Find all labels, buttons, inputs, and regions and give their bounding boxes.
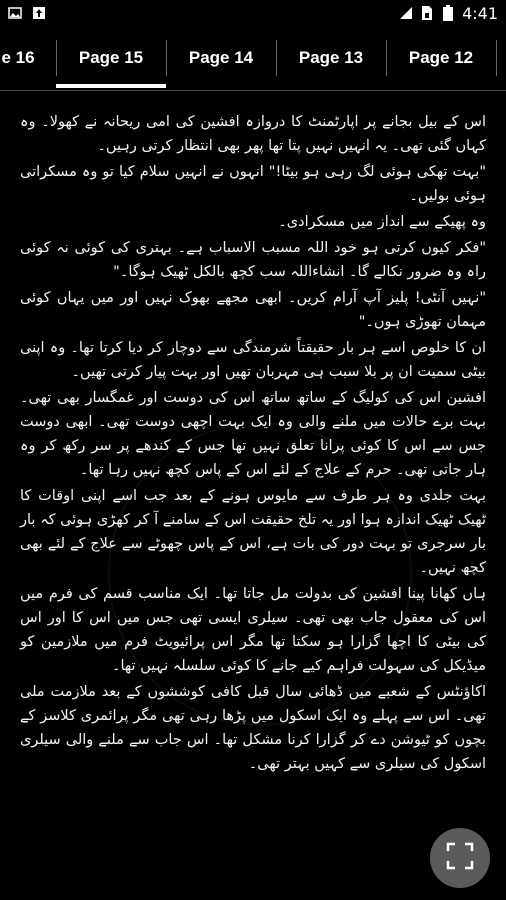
tab-page-15[interactable]: Page 15 — [78, 48, 144, 67]
battery-icon — [441, 6, 455, 20]
page-content[interactable] — [0, 92, 506, 900]
paragraph: "فکر کیوں کرتی ہو خود اللہ مسبب الاسباب ہے۔ بہتری کی کوئی نہ کوئی راہ وہ ضرور نکالے گا۔ انشاءاللہ سب کچھ بالکل ٹھیک ہوگا۔" — [20, 240, 486, 280]
paragraph: وہ پھیکے سے انداز میں مسکرادی۔ — [278, 214, 486, 230]
paragraph: "بہت تھکی ہوئی لگ رہی ہو بیٹا!" انہوں نے انہیں سلام کیا تو وہ مسکراتی ہوئی بولیں۔ — [20, 164, 486, 204]
paragraph: بہت جلدی وہ ہر طرف سے مایوس ہونے کے بعد جب اسے اپنی اوقات کا ٹھیک ٹھیک اندازہ ہوا اور یہ تلخ حقیقت اس کے سامنے آ کر کھڑی ہوئی کہ بار بار سرجری تو بہت دور کی بات ہے، اس کے پاس چھوٹے سے علاج کے لئے بھی کچھ نہیں۔ — [20, 488, 486, 576]
fullscreen-icon — [446, 842, 474, 874]
page-tabs — [0, 26, 506, 91]
active-tab-indicator — [56, 84, 166, 88]
tab-page-14[interactable]: Page 14 — [188, 48, 254, 67]
status-bar — [0, 0, 506, 26]
tab-page-16[interactable]: e 16 — [1, 48, 35, 67]
paragraph: اس کے بیل بجانے پر اپارٹمنٹ کا دروازہ افشین کی امی ریحانہ نے کھولا۔ وہ کہاں گئی تھی۔ یہ انہیں نہیں پتا تھا پھر بھی انتظار کرتی رہیں۔ — [20, 114, 486, 154]
sim-icon — [420, 6, 434, 20]
paragraph: ان کا خلوص اسے ہر بار حقیقتاً شرمندگی سے دوچار کر دیا کرتا تھا۔ وہ اپنی بیٹی سمیت ان پر بلا سبب ہی مہربان تھیں اور بہت پیار کرتی تھیں۔ — [20, 340, 486, 380]
upload-icon — [32, 6, 46, 20]
tab-page-12[interactable]: Page 12 — [408, 48, 474, 67]
paragraph: اکاؤنٹس کے شعبے میں ڈھائی سال قبل کافی کوششوں کے بعد ملازمت ملی تھی۔ اس سے پہلے وہ ایک اسکول میں پڑھا رہی تھی مگر پرائمری کلاسز کے بچوں کو ٹیوشن دے کر گزارا کرنا مشکل تھا۔ اس جاب سے ملنے والی سیلری اسکول کی سیلری سے کہیں بہتر تھی۔ — [20, 684, 486, 772]
fullscreen-button[interactable] — [430, 828, 490, 888]
paragraph: "نہیں آنٹی! پلیز آپ آرام کریں۔ ابھی مجھے بھوک نہیں اور میں یہاں کوئی مہمان تھوڑی ہوں۔" — [20, 290, 486, 330]
clock: 4:41 — [462, 3, 498, 23]
watermark-seal — [108, 422, 412, 726]
paragraph: افشین اس کی کولیگ کے ساتھ ساتھ اس کی دوست اور غمگسار بھی تھی۔ بہت برے حالات میں ملنے والی وہ ایک بہت اچھی دوست تھی۔ ابھی دوست جس سے اس کا کوئی پرانا تعلق نہیں تھا جس کے کندھے پر سر رکھ کر وہ ہار جاتی تھی۔ حرم کے علاج کے لئے اس کے پاس کچھ نہیں رہا تھا۔ — [20, 390, 486, 478]
paragraph: ہاں کھانا پینا افشین کی بدولت مل جاتا تھا۔ ایک مناسب قسم کی فرم میں اس کی معقول جاب بھی تھی۔ سیلری ایسی تھی جس میں اس کا اور اس کی بیٹی کا اچھا گزارا ہو سکتا تھا مگر اس پرائیویٹ فرم میں ملازمین کو میڈیکل کی سہولت فراہم کیے جانے کا کوئی سلسلہ نہیں تھا۔ — [20, 586, 486, 674]
tab-page-13[interactable]: Page 13 — [298, 48, 364, 67]
signal-icon — [399, 6, 413, 20]
tab-divider — [496, 40, 497, 76]
image-icon — [8, 6, 22, 20]
